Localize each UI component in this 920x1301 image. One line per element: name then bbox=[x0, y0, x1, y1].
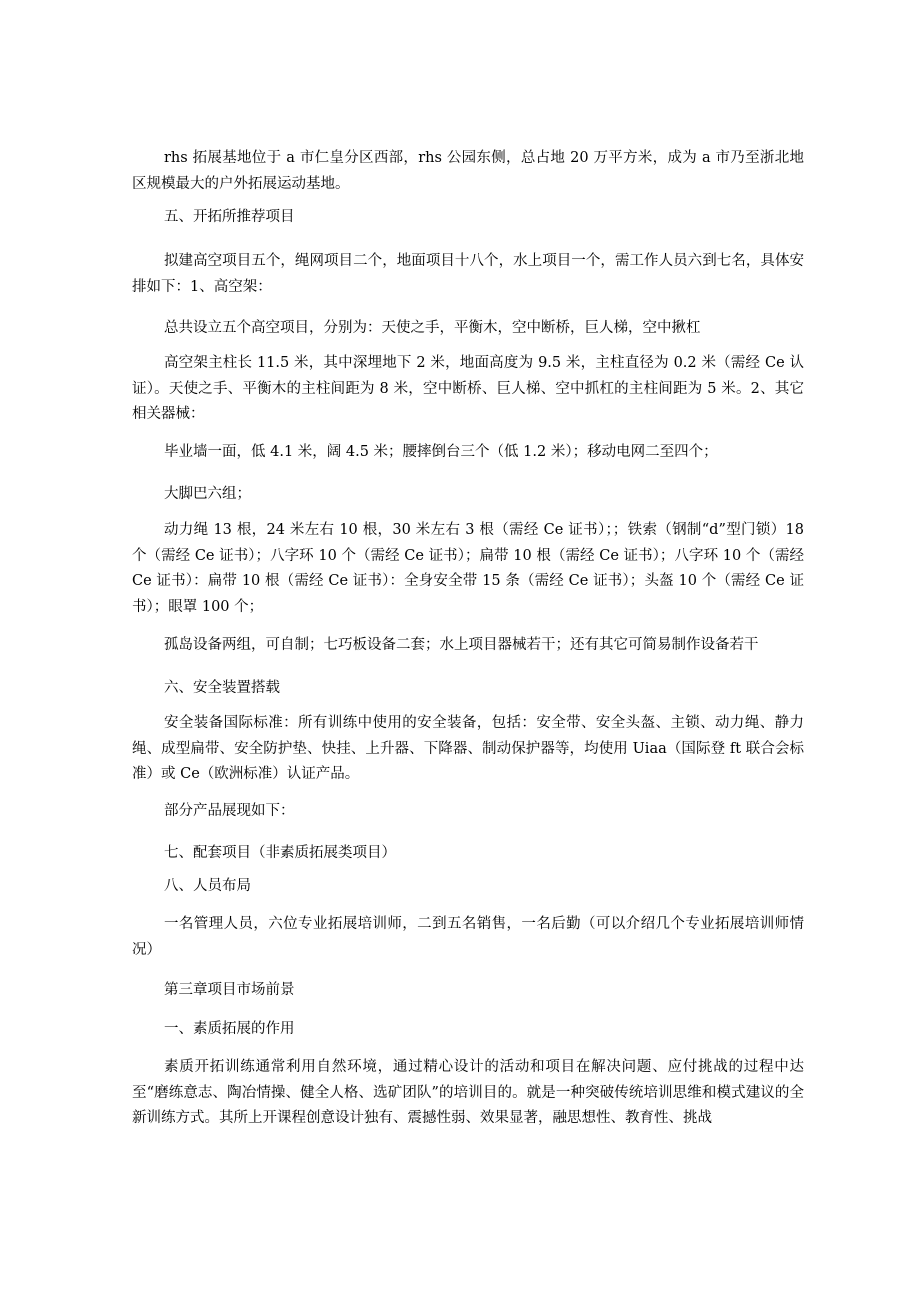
paragraph-big-foot: 大脚巴六组； bbox=[164, 486, 251, 502]
paragraph-base-location: rhs 拓展基地位于 a 市仁皇分区西部，rhs 公园东侧，总占地 20 万平方米，成为 a 市乃至浙北地区规模最大的户外拓展运动基地。 bbox=[132, 150, 804, 192]
paragraph-frame-specs: 高空架主柱长 11.5 米，其中深埋地下 2 米，地面高度为 9.5 米，主柱直径为 0.2 米（需经 Ce 认证）。天使之手、平衡木的主柱间距为 8 米，空中断桥、巨人梯、空中抓杠的主柱间距为 5 米。2、其它相关器械： bbox=[132, 355, 804, 422]
paragraph-ropes-equipment: 动力绳 13 根，24 米左右 10 根，30 米左右 3 根（需经 Ce 证书）；；铁索（钢制“d”型门锁）18 个（需经 Ce 证书）；八字环 10 个（需经 Ce 证书）；扁带 10 根（需经 Ce 证书）；八字环 10 个（需经 Ce 证书）：扁带 10 根（需经 Ce 证书）：全身安全带 15 条（需经 Ce 证书）；头盔 10 个（需经 Ce 证书）；眼罩 100 个； bbox=[132, 522, 804, 615]
heading-role-of-training: 一、素质拓展的作用 bbox=[164, 1021, 295, 1037]
paragraph-staffing-details: 一名管理人员，六位专业拓展培训师，二到五名销售，一名后勤（可以介绍几个专业拓展培训师情况） bbox=[132, 916, 804, 958]
paragraph-product-display: 部分产品展现如下： bbox=[164, 803, 295, 819]
heading-recommended-projects: 五、开拓所推荐项目 bbox=[164, 209, 295, 225]
heading-staffing: 八、人员布局 bbox=[164, 878, 251, 894]
paragraph-safety-standards: 安全装备国际标准：所有训练中使用的安全装备，包括：安全带、安全头盔、主锁、动力绳、静力绳、成型扁带、安全防护垫、快挂、上升器、下降器、制动保护器等，均使用 Uiaa（国际登 ft 联合会标准）或 Ce（欧洲标准）认证产品。 bbox=[132, 715, 804, 782]
paragraph-training-purpose: 素质开拓训练通常利用自然环境，通过精心设计的活动和项目在解决问题、应付挑战的过程中达至“磨练意志、陶冶情操、健全人格、选矿团队”的培训目的。就是一种突破传统培训思维和模式建议的全新训练方式。其所上开课程创意设计独有、震撼性弱、效果显著，融思想性、教育性、挑战 bbox=[132, 1059, 804, 1126]
heading-supporting-projects: 七、配套项目（非素质拓展类项目） bbox=[164, 845, 396, 861]
heading-safety-equipment: 六、安全装置搭载 bbox=[164, 680, 280, 696]
heading-chapter-three: 第三章项目市场前景 bbox=[164, 982, 295, 998]
paragraph-high-altitude-list: 总共设立五个高空项目，分别为：天使之手，平衡木，空中断桥，巨人梯，空中揪杠 bbox=[164, 320, 701, 336]
paragraph-graduation-wall: 毕业墙一面，低 4.1 米，阔 4.5 米；腰摔倒台三个（低 1.2 米）；移动电网二至四个； bbox=[164, 444, 718, 460]
paragraph-planned-projects: 拟建高空项目五个，绳网项目二个，地面项目十八个，水上项目一个，需工作人员六到七名，具体安排如下：1、高空架： bbox=[132, 253, 804, 295]
paragraph-island-equipment: 孤岛设备两组，可自制；七巧板设备二套；水上项目器械若干；还有其它可简易制作设备若干 bbox=[164, 637, 759, 653]
